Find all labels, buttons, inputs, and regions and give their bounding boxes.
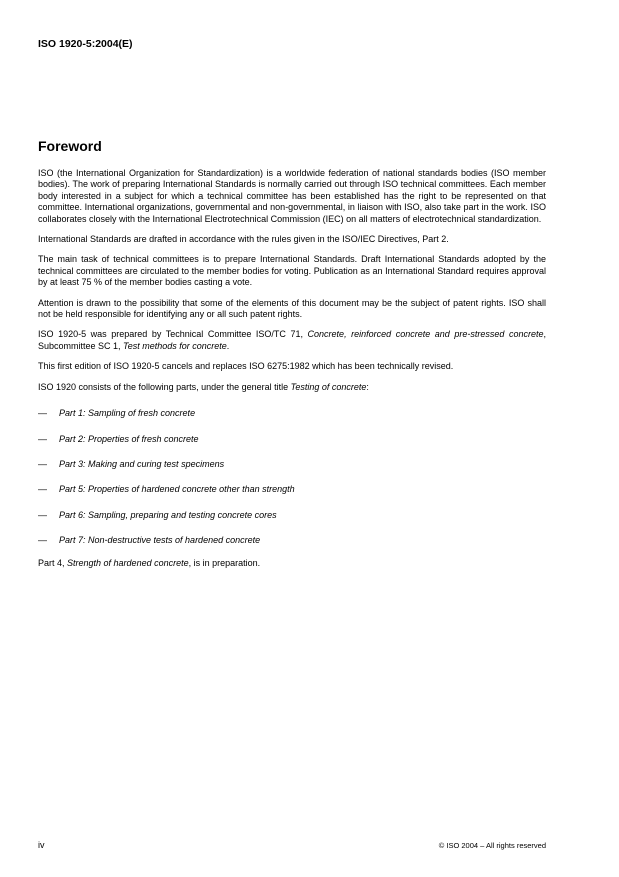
paragraph-committee-task: The main task of technical committees is to prepare International Standards. Draft International Standards adopted by the technical committees are circulated to the member bodies for voting. Publication as an International Standard requires approval by at least 75 % of the member bodies casting a vote.	[38, 254, 546, 288]
colon: :	[366, 381, 369, 392]
dash-bullet: —	[38, 433, 47, 444]
list-item	[38, 408, 546, 419]
list-item	[38, 510, 546, 521]
list-item	[38, 535, 546, 546]
parts-list	[38, 408, 546, 546]
page-title: Foreword	[38, 138, 102, 154]
dash-bullet: —	[38, 509, 47, 520]
part-title: Part 1: Sampling of fresh concrete	[59, 408, 196, 419]
paragraph-iso-intro: ISO (the International Organization for Standardization) is a worldwide federation of national standards bodies (ISO member bodies). The work of preparing International Standards is normally carried out through ISO technical committees. Each member body interested in a subject for which a technical committee has been established has the right to be represented on that committee. International organizations, governmental and non-governmental, in liaison with ISO, also take part in the work. ISO collaborates closely with the International Electrotechnical Commission (IEC) on all matters of electrotechnical standardization.	[38, 168, 546, 224]
part4-status: , is in preparation.	[188, 557, 261, 568]
part-title: Part 6: Sampling, preparing and testing concrete cores	[59, 509, 277, 520]
page-number: iv	[38, 840, 45, 850]
list-item	[38, 459, 546, 470]
part-title: Part 2: Properties of fresh concrete	[59, 433, 199, 444]
document-id-header: ISO 1920-5:2004(E)	[38, 38, 133, 50]
foreword-body	[38, 168, 546, 578]
part-title: Part 5: Properties of hardened concrete other than strength	[59, 484, 295, 495]
dash-bullet: —	[38, 535, 47, 546]
list-item	[38, 434, 546, 445]
part-title: Part 3: Making and curing test specimens	[59, 458, 225, 469]
subcommittee-title: Test methods for concrete	[123, 340, 227, 351]
paragraph-drafting-rules: International Standards are drafted in accordance with the rules given in the ISO/IEC Directives, Part 2.	[38, 234, 449, 245]
dash-bullet: —	[38, 408, 47, 419]
copyright-notice: © ISO 2004 – All rights reserved	[438, 841, 546, 850]
part-title: Part 7: Non-destructive tests of hardened concrete	[59, 535, 261, 546]
dash-bullet: —	[38, 458, 47, 469]
paragraph-prepared-by	[38, 329, 546, 352]
paragraph-patent-rights: Attention is drawn to the possibility that some of the elements of this document may be the subject of patent rights. ISO shall not be held responsible for identifying any or all such patent rights.	[38, 297, 546, 320]
committee-title: Concrete, reinforced concrete and pre-stressed concrete	[307, 329, 544, 340]
prepared-by-text: ISO 1920-5 was prepared by Technical Committee ISO/TC 71,	[38, 329, 308, 340]
paragraph-edition: This first edition of ISO 1920-5 cancels and replaces ISO 6275:1982 which has been technically revised.	[38, 361, 454, 372]
paragraph-parts-intro	[38, 382, 546, 393]
general-title: Testing of concrete	[290, 381, 367, 392]
parts-intro-text: ISO 1920 consists of the following parts, under the general title	[38, 381, 291, 392]
list-item	[38, 484, 546, 495]
paragraph-part4-status	[38, 558, 546, 569]
part4-text: Part 4,	[38, 557, 68, 568]
part4-title: Strength of hardened concrete	[67, 557, 189, 568]
period: .	[226, 340, 230, 351]
dash-bullet: —	[38, 484, 47, 495]
subcommittee-text: , Subcommittee SC 1,	[38, 329, 547, 351]
